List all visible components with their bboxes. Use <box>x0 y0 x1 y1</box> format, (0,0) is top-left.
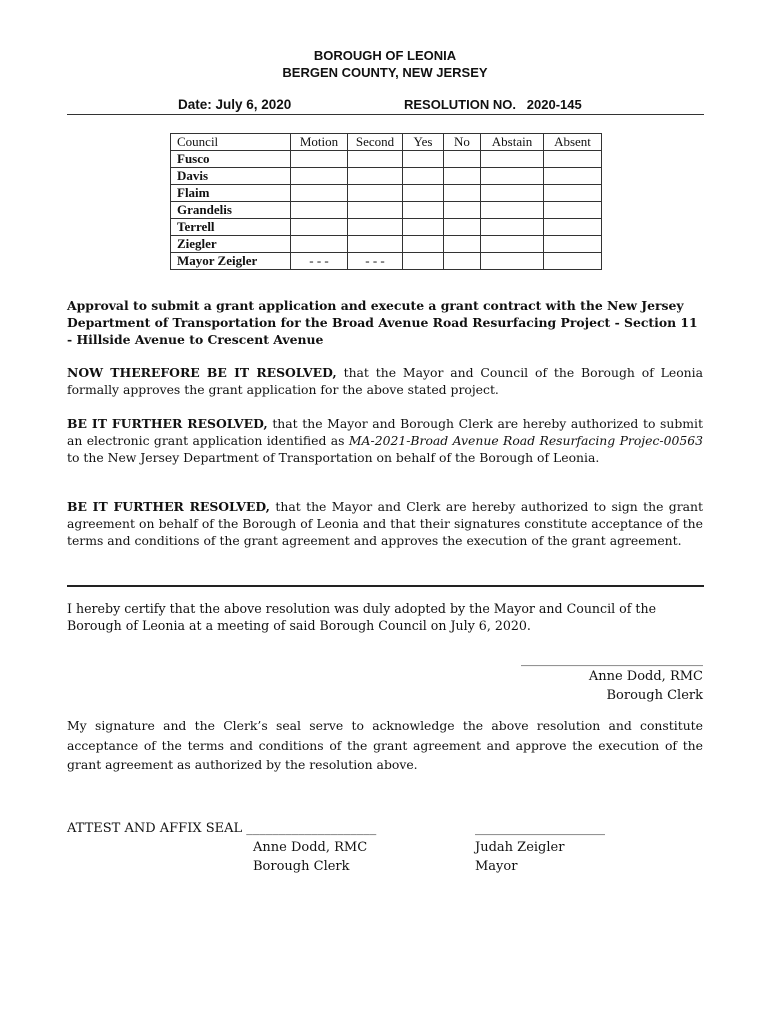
abstain-cell <box>481 168 544 185</box>
second-cell: - - - <box>348 253 403 270</box>
second-cell <box>348 236 403 253</box>
clerk-name: Anne Dodd, RMC <box>588 669 703 684</box>
resolution-number <box>404 97 582 112</box>
motion-cell <box>291 151 348 168</box>
table-row <box>171 219 602 236</box>
certification-text: I hereby certify that the above resolution was duly adopted by the Mayor and Council of the Borough of Leonia at a meeting of said Borough Council on July 6, 2020. <box>67 601 657 633</box>
table-row <box>171 185 602 202</box>
second-cell <box>348 168 403 185</box>
col-second: Second <box>348 134 403 151</box>
council-member: Flaim <box>171 185 291 202</box>
further-resolved-text: that the Mayor and Borough Clerk are hereby authorized to submit an electronic grant application identified as <box>67 416 703 448</box>
no-cell <box>444 202 481 219</box>
vote-table-header <box>171 134 602 151</box>
yes-cell <box>403 151 444 168</box>
motion-cell <box>291 236 348 253</box>
yes-cell <box>403 253 444 270</box>
clerk-signature-block <box>521 650 703 705</box>
second-cell <box>348 202 403 219</box>
abstain-cell <box>481 185 544 202</box>
further-resolved-lead: BE IT FURTHER RESOLVED, <box>67 499 270 514</box>
further-resolved-paragraph-1 <box>67 415 703 466</box>
second-cell <box>348 219 403 236</box>
absent-cell <box>544 168 602 185</box>
mayor-name: Judah Zeigler <box>475 840 565 855</box>
yes-cell <box>403 185 444 202</box>
absent-cell <box>544 219 602 236</box>
further-resolved-text: that the Mayor and Clerk are hereby authorized to sign the grant agreement on behalf of the Borough of Leonia and that their signatures constitute acceptance of the terms and conditions of the grant agreement and approves the execution of the grant agreement. <box>67 499 704 548</box>
grant-identifier: MA-2021-Broad Avenue Road Resurfacing Projec-00563 <box>348 433 703 448</box>
motion-cell <box>291 219 348 236</box>
table-row <box>171 202 602 219</box>
col-motion: Motion <box>291 134 348 151</box>
mayor-signature-block <box>475 819 605 876</box>
absent-cell <box>544 185 602 202</box>
resolved-lead: NOW THEREFORE BE IT RESOLVED, <box>67 365 337 380</box>
council-member: Davis <box>171 168 291 185</box>
council-member: Ziegler <box>171 236 291 253</box>
absent-cell <box>544 202 602 219</box>
acknowledgement-text: My signature and the Clerk’s seal serve to acknowledge the above resolution and constitute acceptance of the terms and conditions of the grant agreement and approve the execution of the grant agreement as authorized by the resolution above. <box>67 718 703 772</box>
mayor-signature-line: ____________________ <box>475 821 605 836</box>
council-member: Mayor Zeigler <box>171 253 291 270</box>
col-yes: Yes <box>403 134 444 151</box>
resolution-value: 2020-145 <box>526 97 582 112</box>
attest-name: Anne Dodd, RMC <box>253 840 368 855</box>
attest-title: Borough Clerk <box>253 859 350 874</box>
motion-cell <box>291 202 348 219</box>
absent-cell <box>544 236 602 253</box>
second-cell <box>348 185 403 202</box>
clerk-signature-line: ____________________________ <box>521 652 703 667</box>
yes-cell <box>403 168 444 185</box>
further-resolved-paragraph-2 <box>67 498 703 549</box>
no-cell <box>444 151 481 168</box>
resolution-date: Date: July 6, 2020 <box>178 97 292 112</box>
table-row <box>171 151 602 168</box>
vote-table <box>170 133 602 270</box>
abstain-cell <box>481 236 544 253</box>
no-cell <box>444 236 481 253</box>
second-cell <box>348 151 403 168</box>
motion-cell <box>291 185 348 202</box>
absent-cell <box>544 253 602 270</box>
abstain-cell <box>481 219 544 236</box>
abstain-cell <box>481 151 544 168</box>
council-member: Terrell <box>171 219 291 236</box>
no-cell <box>444 253 481 270</box>
abstain-cell <box>481 202 544 219</box>
yes-cell <box>403 236 444 253</box>
yes-cell <box>403 202 444 219</box>
motion-cell <box>291 168 348 185</box>
attest-signer <box>253 838 367 876</box>
col-no: No <box>444 134 481 151</box>
borough-name: BOROUGH OF LEONIA <box>313 48 457 63</box>
further-resolved-text-end: to the New Jersey Department of Transportation on behalf of the Borough of Leonia. <box>67 450 600 465</box>
no-cell <box>444 168 481 185</box>
mayor-title: Mayor <box>475 859 518 874</box>
motion-cell: - - - <box>291 253 348 270</box>
further-resolved-lead: BE IT FURTHER RESOLVED, <box>67 416 268 431</box>
resolution-label: RESOLUTION NO. <box>404 97 516 112</box>
county-state: BERGEN COUNTY, NEW JERSEY <box>282 65 488 80</box>
header-divider <box>67 114 704 115</box>
clerk-title: Borough Clerk <box>606 688 703 703</box>
col-absent: Absent <box>544 134 602 151</box>
yes-cell <box>403 219 444 236</box>
resolved-paragraph <box>67 364 703 398</box>
council-member: Grandelis <box>171 202 291 219</box>
absent-cell <box>544 151 602 168</box>
table-row <box>171 236 602 253</box>
resolution-title: Approval to submit a grant application and execute a grant contract with the New Jersey Department of Transportation for the Broad Avenue Road Resurfacing Project - Section 11 - Hillside Avenue to Crescent Avenue <box>67 298 698 347</box>
resolved-text: that the Mayor and Council of the Borough of Leonia formally approves the grant application for the above stated project. <box>67 365 703 397</box>
no-cell <box>444 185 481 202</box>
abstain-cell <box>481 253 544 270</box>
col-abstain: Abstain <box>481 134 544 151</box>
col-council: Council <box>171 134 291 151</box>
attest-label: ATTEST AND AFFIX SEAL ____________________ <box>67 821 377 836</box>
table-row <box>171 253 602 270</box>
table-row <box>171 168 602 185</box>
council-member: Fusco <box>171 151 291 168</box>
section-divider <box>67 585 704 587</box>
no-cell <box>444 219 481 236</box>
